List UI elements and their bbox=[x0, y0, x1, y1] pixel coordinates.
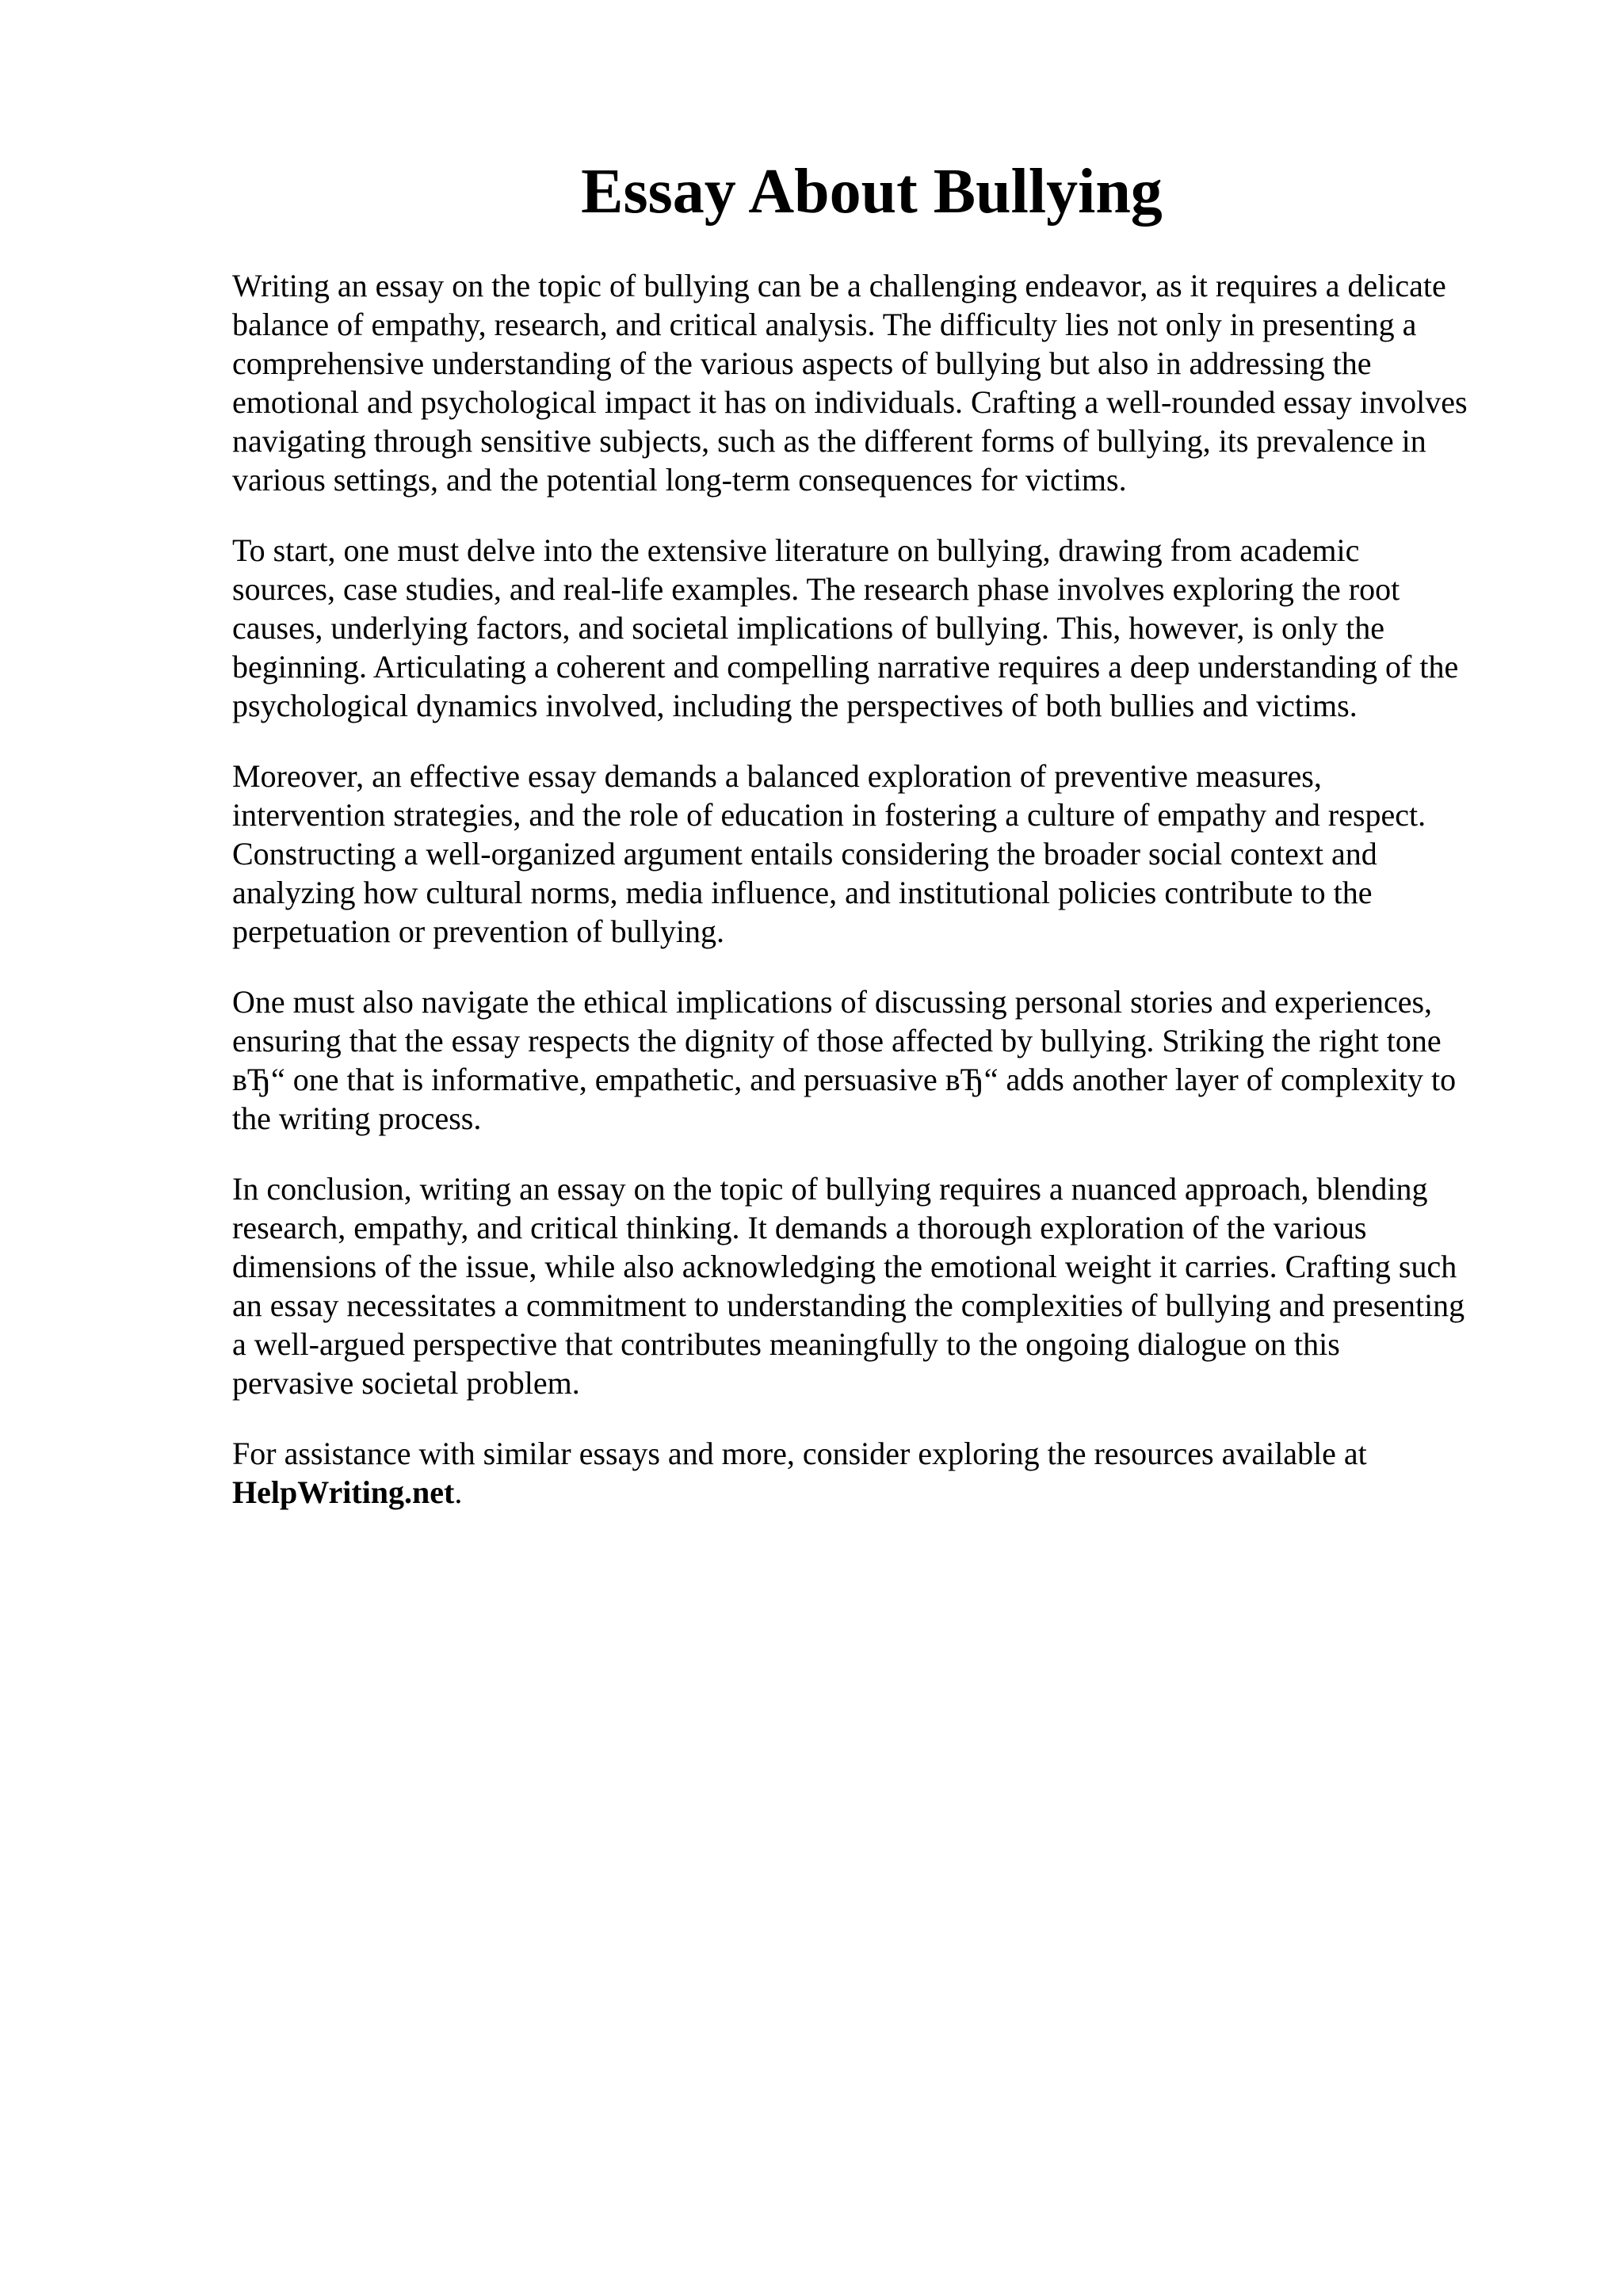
paragraph-line: Moreover, an effective essay demands a balanced exploration of preventive measures, bbox=[232, 758, 1322, 794]
paragraph-2 bbox=[232, 531, 1532, 725]
closing-line: For assistance with similar essays and more, consider exploring the resources available at bbox=[232, 1436, 1367, 1471]
paragraph-3 bbox=[232, 757, 1532, 951]
paragraph-line: perpetuation or prevention of bullying. bbox=[232, 913, 724, 949]
essay-body bbox=[232, 266, 1532, 1543]
paragraph-line: research, empathy, and critical thinking. It demands a thorough exploration of the various bbox=[232, 1210, 1367, 1245]
paragraph-line: various settings, and the potential long-term consequences for victims. bbox=[232, 462, 1127, 498]
paragraph-line: analyzing how cultural norms, media influence, and institutional policies contribute to the bbox=[232, 875, 1373, 910]
paragraph-line: In conclusion, writing an essay on the topic of bullying requires a nuanced approach, blending bbox=[232, 1171, 1428, 1207]
page-title: Essay About Bullying bbox=[581, 157, 1163, 227]
paragraph-line: pervasive societal problem. bbox=[232, 1365, 580, 1401]
closing-period: . bbox=[454, 1474, 463, 1510]
closing-paragraph bbox=[232, 1434, 1532, 1512]
paragraph-line: intervention strategies, and the role of education in fostering a culture of empathy and respect. bbox=[232, 797, 1426, 833]
paragraph-line: emotional and psychological impact it has on individuals. Crafting a well-rounded essay involves bbox=[232, 384, 1468, 420]
paragraph-line: comprehensive understanding of the various aspects of bullying but also in addressing the bbox=[232, 345, 1372, 381]
paragraph-4 bbox=[232, 982, 1532, 1138]
paragraph-line: ensuring that the essay respects the dignity of those affected by bullying. Striking the right tone bbox=[232, 1023, 1442, 1058]
paragraph-line: sources, case studies, and real-life examples. The research phase involves exploring the root bbox=[232, 571, 1400, 607]
paragraph-line: Constructing a well-organized argument entails considering the broader social context and bbox=[232, 836, 1377, 871]
paragraph-1 bbox=[232, 266, 1532, 499]
paragraph-line: an essay necessitates a commitment to understanding the complexities of bullying and presenting bbox=[232, 1287, 1465, 1323]
closing-brand-line bbox=[232, 1473, 1532, 1512]
paragraph-line: Writing an essay on the topic of bullying can be a challenging endeavor, as it requires a delicate bbox=[232, 268, 1446, 303]
paragraph-line: psychological dynamics involved, including the perspectives of both bullies and victims. bbox=[232, 688, 1358, 723]
paragraph-line: navigating through sensitive subjects, such as the different forms of bullying, its prevalence in bbox=[232, 423, 1426, 459]
paragraph-line: causes, underlying factors, and societal implications of bullying. This, however, is only the bbox=[232, 610, 1385, 646]
paragraph-line: a well-argued perspective that contributes meaningfully to the ongoing dialogue on this bbox=[232, 1326, 1340, 1362]
paragraph-line: the writing process. bbox=[232, 1100, 482, 1136]
paragraph-line: вЂ“ one that is informative, empathetic, and persuasive вЂ“ adds another layer of complexity to bbox=[232, 1062, 1457, 1097]
paragraph-line: dimensions of the issue, while also acknowledging the emotional weight it carries. Crafting such bbox=[232, 1249, 1457, 1284]
paragraph-line: One must also navigate the ethical implications of discussing personal stories and experiences, bbox=[232, 984, 1433, 1020]
paragraph-line: balance of empathy, research, and critical analysis. The difficulty lies not only in presenting a bbox=[232, 307, 1417, 342]
paragraph-5 bbox=[232, 1169, 1532, 1402]
paragraph-line: beginning. Articulating a coherent and compelling narrative requires a deep understanding of the bbox=[232, 649, 1459, 685]
paragraph-line: To start, one must delve into the extensive literature on bullying, drawing from academic bbox=[232, 532, 1360, 568]
helpwriting-link[interactable]: HelpWriting.net bbox=[232, 1474, 455, 1510]
